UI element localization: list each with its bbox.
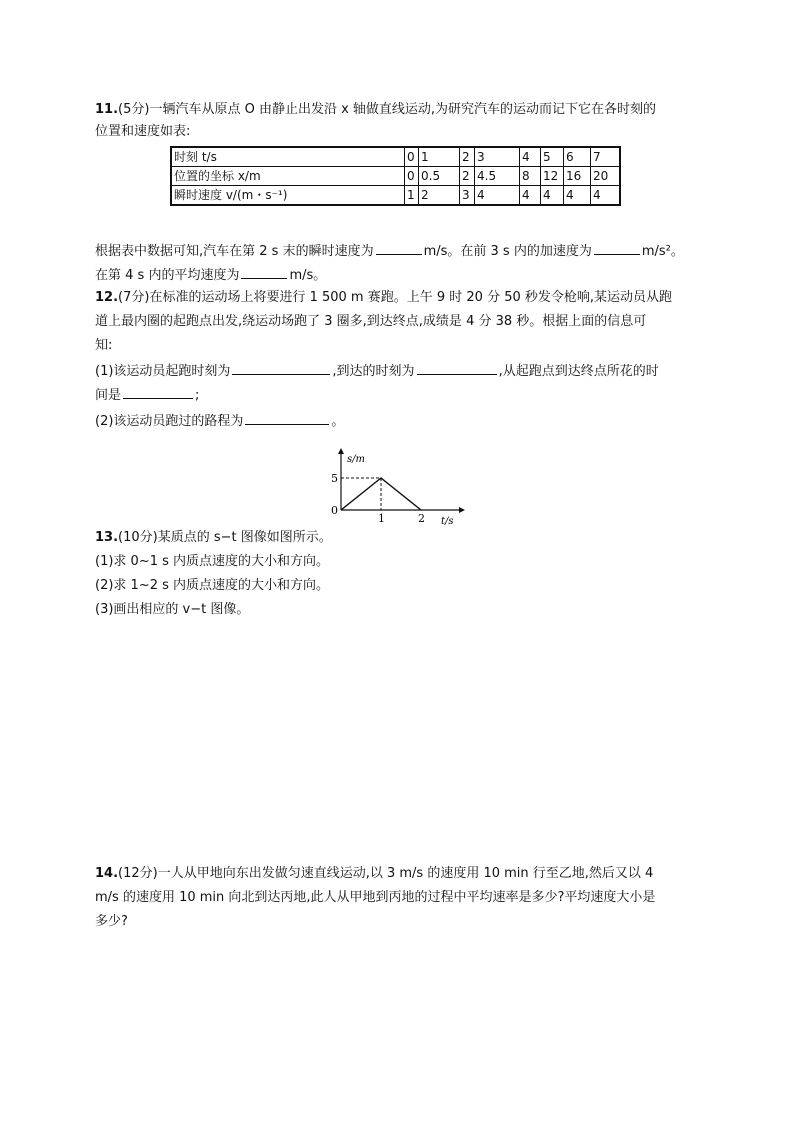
q12-line-3 bbox=[95, 336, 112, 356]
q11-text-3c: m/s²。 bbox=[641, 244, 684, 259]
q12-text-2: 道上最内圈的起跑点出发,绕运动场跑了 3 圈多,到达终点,成绩是 4 分 38 秒。根据上面的信息可 bbox=[95, 314, 647, 329]
y-axis-label: s/m bbox=[347, 454, 365, 465]
table-cell: 3 bbox=[460, 186, 475, 206]
st-graph bbox=[325, 448, 465, 526]
table-cell: 8 bbox=[520, 167, 541, 186]
q12-line-6 bbox=[95, 410, 344, 432]
table-cell: 4 bbox=[520, 147, 541, 167]
x-tick-label: 2 bbox=[418, 512, 425, 525]
table-cell: 4 bbox=[564, 186, 591, 206]
table-cell: 4 bbox=[520, 186, 541, 206]
q13-number: 13. bbox=[95, 530, 119, 545]
q14-line-2 bbox=[95, 888, 655, 908]
q12-line-4 bbox=[95, 360, 659, 382]
table-row-label: 时刻 t/s bbox=[171, 147, 405, 167]
table-cell: 2 bbox=[419, 186, 460, 206]
answer-blank[interactable] bbox=[123, 384, 193, 399]
q12-text-1: (7分)在标准的运动场上将要进行 1 500 m 赛跑。上午 9 时 20 分 50 秒发令枪响,某运动员从跑 bbox=[118, 290, 673, 305]
q12-text-4a: (1)该运动员起跑时刻为 bbox=[95, 364, 231, 379]
table-cell: 4 bbox=[541, 186, 564, 206]
y-tick-label: 5 bbox=[331, 472, 338, 485]
q11-line-1 bbox=[95, 100, 656, 120]
origin-label: 0 bbox=[331, 504, 338, 517]
q13-text-4: (3)画出相应的 v−t 图像。 bbox=[95, 602, 250, 617]
q12-text-4b: ,到达的时刻为 bbox=[332, 364, 415, 379]
table-cell: 0.5 bbox=[419, 167, 460, 186]
table-cell: 16 bbox=[564, 167, 591, 186]
table-cell: 3 bbox=[475, 147, 520, 167]
q14-number: 14. bbox=[95, 866, 119, 881]
q13-line-3 bbox=[95, 576, 329, 596]
q12-text-5a: 间是 bbox=[95, 388, 122, 403]
q11-line-2 bbox=[95, 122, 190, 142]
q11-number: 11. bbox=[95, 102, 119, 117]
x-axis-arrow bbox=[459, 507, 465, 513]
q14-text-1: (12分)一人从甲地向东出发做匀速直线运动,以 3 m/s 的速度用 10 min 行至乙地,然后又以 4 bbox=[118, 866, 654, 881]
table-cell: 2 bbox=[460, 147, 475, 167]
table-cell: 2 bbox=[460, 167, 475, 186]
q11-text-3b: m/s。在前 3 s 内的加速度为 bbox=[423, 244, 592, 259]
table-row-label: 位置的坐标 x/m bbox=[171, 167, 405, 186]
q13-line-1 bbox=[95, 528, 332, 548]
table-cell: 1 bbox=[405, 186, 419, 206]
q11-data-table bbox=[170, 146, 621, 206]
q12-line-1 bbox=[95, 288, 672, 308]
q13-line-4 bbox=[95, 600, 249, 620]
x-tick-label: 1 bbox=[378, 512, 385, 525]
q14-line-3 bbox=[95, 912, 128, 932]
table-cell: 1 bbox=[419, 147, 460, 167]
q12-text-6b: 。 bbox=[331, 414, 345, 429]
table-cell: 4.5 bbox=[475, 167, 520, 186]
q12-text-6a: (2)该运动员跑过的路程为 bbox=[95, 414, 244, 429]
q14-text-2: m/s 的速度用 10 min 向北到达丙地,此人从甲地到丙地的过程中平均速率是多少?平均速度大小是 bbox=[95, 890, 656, 905]
answer-blank[interactable] bbox=[376, 240, 422, 255]
q12-line-2 bbox=[95, 312, 646, 332]
table-row bbox=[171, 147, 620, 167]
q11-text-1: (5分)一辆汽车从原点 O 由静止出发沿 x 轴做直线运动,为研究汽车的运动而记下它在各时刻的 bbox=[118, 102, 657, 117]
y-axis-arrow bbox=[338, 448, 344, 454]
table-cell: 0 bbox=[405, 167, 419, 186]
table-row bbox=[171, 186, 620, 206]
answer-blank[interactable] bbox=[245, 410, 329, 425]
q12-number: 12. bbox=[95, 290, 119, 305]
q13-text-3: (2)求 1~2 s 内质点速度的大小和方向。 bbox=[95, 578, 330, 593]
q14-line-1 bbox=[95, 864, 653, 884]
table-cell: 7 bbox=[591, 147, 621, 167]
q11-text-4b: m/s。 bbox=[289, 268, 327, 283]
q14-text-3: 多少? bbox=[95, 914, 128, 929]
q13-text-2: (1)求 0~1 s 内质点速度的大小和方向。 bbox=[95, 554, 330, 569]
x-axis-label: t/s bbox=[441, 516, 454, 526]
table-cell: 4 bbox=[475, 186, 520, 206]
q12-line-5 bbox=[95, 384, 199, 406]
q11-line-3 bbox=[95, 240, 684, 262]
answer-blank[interactable] bbox=[417, 360, 497, 375]
q12-text-3: 知: bbox=[95, 338, 113, 353]
q12-text-4c: ,从起跑点到达终点所花的时 bbox=[498, 364, 659, 379]
q11-text-2: 位置和速度如表: bbox=[95, 124, 191, 139]
table-cell: 4 bbox=[591, 186, 621, 206]
table-row-label: 瞬时速度 v/(m・s⁻¹) bbox=[171, 186, 405, 206]
table-cell: 6 bbox=[564, 147, 591, 167]
table-row bbox=[171, 167, 620, 186]
table-cell: 20 bbox=[591, 167, 621, 186]
q13-text-1: (10分)某质点的 s−t 图像如图所示。 bbox=[118, 530, 332, 545]
q13-line-2 bbox=[95, 552, 329, 572]
table-cell: 0 bbox=[405, 147, 419, 167]
q11-line-4 bbox=[95, 264, 326, 286]
answer-blank[interactable] bbox=[594, 240, 640, 255]
table-cell: 12 bbox=[541, 167, 564, 186]
q12-text-5b: ; bbox=[195, 388, 200, 403]
table-cell: 5 bbox=[541, 147, 564, 167]
answer-blank[interactable] bbox=[232, 360, 330, 375]
answer-blank[interactable] bbox=[241, 264, 287, 279]
q11-text-4a: 在第 4 s 内的平均速度为 bbox=[95, 268, 240, 283]
q11-text-3a: 根据表中数据可知,汽车在第 2 s 末的瞬时速度为 bbox=[95, 244, 374, 259]
